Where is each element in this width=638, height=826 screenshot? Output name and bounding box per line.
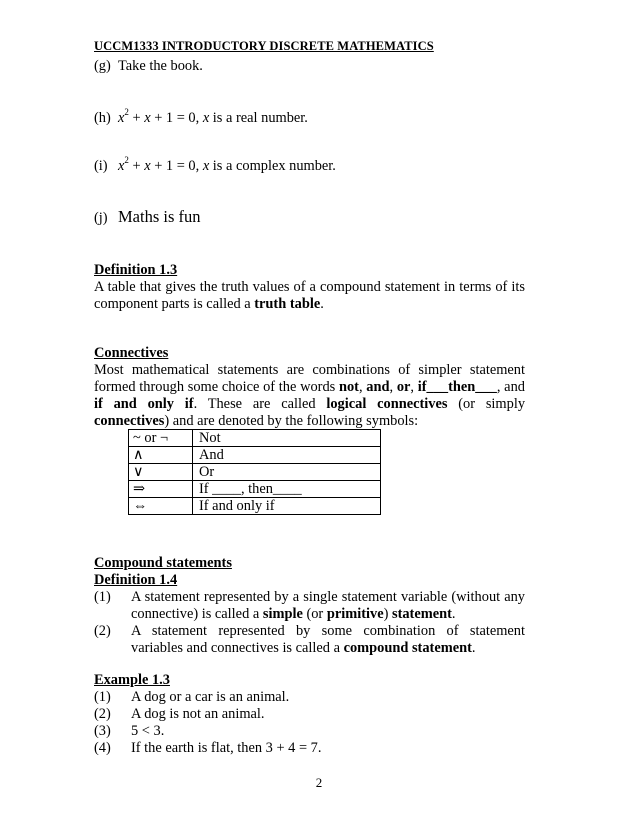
math-exponent: 2 <box>124 107 129 118</box>
item-label: (h) <box>94 110 111 126</box>
item-h <box>94 107 308 127</box>
symbol-cell: ~ or ¬ <box>129 430 193 447</box>
math-exponent: 2 <box>124 155 129 166</box>
item-j <box>94 208 201 227</box>
symbol-cell: ∨ <box>129 464 193 481</box>
list-item <box>94 740 525 757</box>
item-label: (i) <box>94 158 108 174</box>
section-heading: Compound statements <box>94 555 232 571</box>
keyword: if___then___ <box>417 379 497 395</box>
meaning-cell: If and only if <box>193 498 381 515</box>
example-heading: Example 1.3 <box>94 672 170 688</box>
math-var: x <box>202 110 210 126</box>
keyword: not <box>338 379 359 395</box>
keyword: or <box>396 379 411 395</box>
definition-heading: Definition 1.4 <box>94 572 178 588</box>
connectives-table <box>128 429 381 515</box>
list-text-part: A statement represented by some combination of statement variables and connectives is called a <box>131 623 525 656</box>
item-label: (g) <box>94 58 111 74</box>
list-number: (2) <box>94 706 111 722</box>
connectives-section <box>94 345 525 430</box>
meaning-cell: If ____, then____ <box>193 481 381 498</box>
paragraph-text: , <box>358 379 367 395</box>
list-item <box>94 689 525 706</box>
keyword: connectives <box>94 413 165 429</box>
item-i <box>94 155 336 175</box>
list-text: If the earth is flat, then 3 + 4 = 7. <box>131 740 322 756</box>
list-number: (1) <box>94 689 111 705</box>
item-label: (j) <box>94 210 108 226</box>
symbol-cell: ⇒ <box>129 481 193 498</box>
symbol-cell: ∧ <box>129 447 193 464</box>
item-text: is a complex number. <box>209 158 336 174</box>
table-row <box>129 430 381 447</box>
list-item <box>94 623 525 657</box>
list-number: (4) <box>94 740 111 756</box>
page-number: 2 <box>315 775 323 790</box>
paragraph-text: (or simply <box>447 396 526 412</box>
math-var: x <box>118 158 125 174</box>
list-number: (1) <box>94 589 111 605</box>
meaning-cell: And <box>193 447 381 464</box>
keyword: primitive <box>326 606 384 622</box>
math-text: + <box>128 158 145 174</box>
keyword: simple <box>262 606 303 622</box>
math-var: x <box>118 110 125 126</box>
table-row <box>129 447 381 464</box>
math-var: x <box>144 110 151 126</box>
definition-1-3 <box>94 262 525 313</box>
list-text-part: . <box>451 606 456 622</box>
keyword: and <box>366 379 390 395</box>
list-text: A dog or a car is an animal. <box>131 689 290 705</box>
math-text: + 1 = 0, <box>150 110 203 126</box>
list-number: (2) <box>94 623 111 639</box>
list-text <box>131 623 525 657</box>
definition-term: truth table <box>254 296 321 312</box>
symbol-cell: ⇔ <box>129 498 193 515</box>
list-text: 5 < 3. <box>131 723 165 739</box>
list-item <box>94 589 525 623</box>
table-row <box>129 464 381 481</box>
item-text: Take the book. <box>118 58 203 74</box>
item-text: is a real number. <box>209 110 308 126</box>
meaning-cell: Or <box>193 464 381 481</box>
definition-text: A table that gives the truth values of a compound statement in terms of its component parts is called a <box>94 279 525 312</box>
section-heading: Connectives <box>94 345 169 361</box>
list-text-part: ) <box>383 606 392 622</box>
compound-section <box>94 555 525 657</box>
meaning-cell: Not <box>193 430 381 447</box>
math-var: x <box>202 158 210 174</box>
list-text <box>131 589 525 623</box>
table-row <box>129 498 381 515</box>
math-text: + 1 = 0, <box>150 158 203 174</box>
list-item <box>94 723 525 740</box>
list-item <box>94 706 525 723</box>
paragraph-text: , and <box>496 379 525 395</box>
example-1-3 <box>94 672 525 757</box>
list-text: A dog is not an animal. <box>131 706 265 722</box>
keyword: compound statement <box>343 640 472 656</box>
definition-heading: Definition 1.3 <box>94 262 178 278</box>
keyword: logical connectives <box>326 396 448 412</box>
table-row <box>129 481 381 498</box>
math-text: + <box>128 110 145 126</box>
item-text: Maths is fun <box>118 207 201 226</box>
paragraph-text: , <box>410 379 418 395</box>
list-text-part: (or <box>302 606 327 622</box>
paragraph-text: , <box>389 379 397 395</box>
paragraph-text: . These are called <box>193 396 327 412</box>
item-g <box>94 58 203 75</box>
keyword: if and only if <box>94 396 194 412</box>
paragraph-text: Most mathematical statements are combinations of simpler statement formed through some choice of the words <box>94 362 525 395</box>
keyword: statement <box>391 606 452 622</box>
math-var: x <box>144 158 151 174</box>
list-text-part: A statement represented by a single statement variable (without any connective) is called a <box>131 589 525 622</box>
list-number: (3) <box>94 723 111 739</box>
paragraph-text: ) and are denoted by the following symbols: <box>164 413 419 429</box>
list-text-part: . <box>471 640 476 656</box>
definition-text: . <box>320 296 324 312</box>
page-header: UCCM1333 INTRODUCTORY DISCRETE MATHEMATICS <box>94 39 434 53</box>
